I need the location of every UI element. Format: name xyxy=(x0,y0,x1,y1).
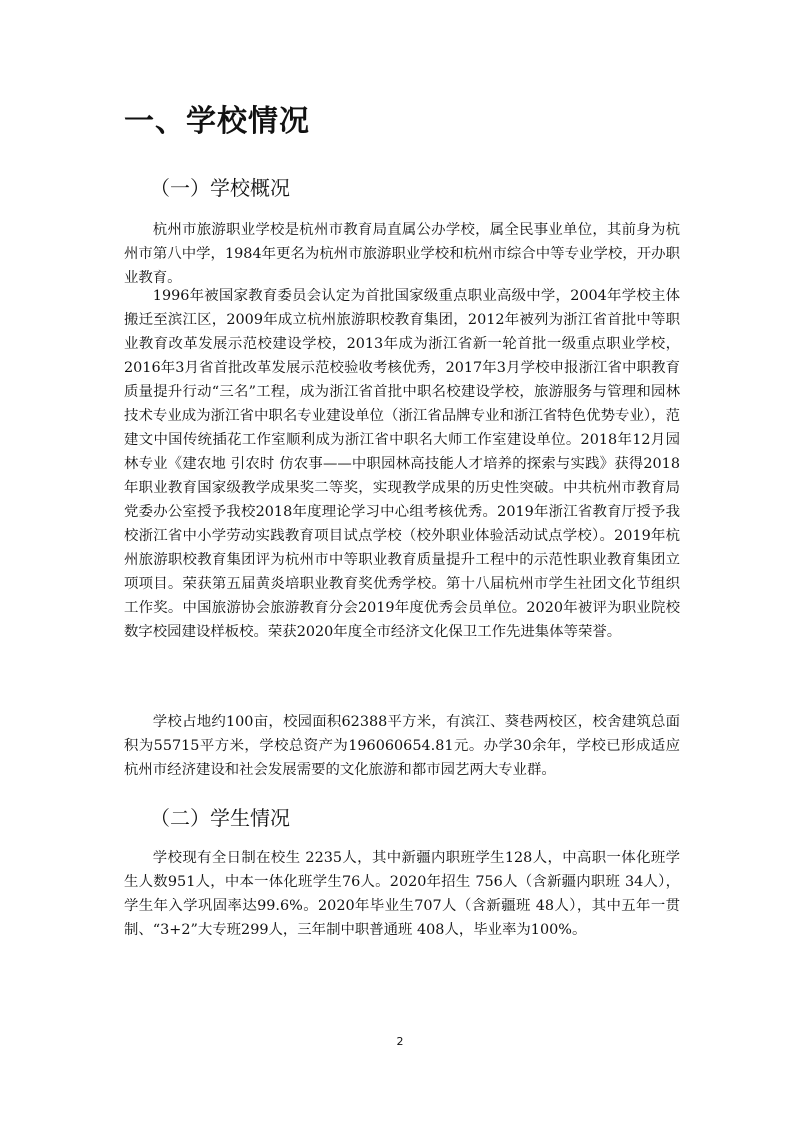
page-number: 2 xyxy=(396,1035,404,1048)
paragraph-school-intro: 杭州市旅游职业学校是杭州市教育局直属公办学校，属全民事业单位，其前身为杭州市第八中学，1984年更名为杭州市旅游职业学校和杭州市综合中等专业学校，开办职业教育。 xyxy=(124,222,680,286)
section-title-school-overview: （一）学校概况 xyxy=(150,176,290,200)
paragraph-school-campus: 学校占地约100亩，校园面积62388平方米，有滨江、葵巷两校区，校舍建筑总面积为55715平方米，学校总资产为196060654.81元。办学30余年，学校已形成适应杭州市经济建设和社会发展需要的文化旅游和都市园艺两大专业群。 xyxy=(124,714,680,778)
section-title-student-status: （二）学生情况 xyxy=(150,806,290,830)
paragraph-school-history: 1996年被国家教育委员会认定为首批国家级重点职业高级中学，2004年学校主体搬迁至滨江区，2009年成立杭州旅游职校教育集团，2012年被列为浙江省首批中等职业教育改革发展示范校建设学校，2013年成为浙江省新一轮首批一级重点职业学校，2016年3月省首批改革发展示范校验收考核优秀，2017年3月学校申报浙江省中职教育质量提升行动“三名”工程，成为浙江省首批中职名校建设学校，旅游服务与管理和园林技术专业成为浙江省中职名专业建设单位（浙江省品牌专业和浙江省特色优势专业），范建文中国传统插花工作室顺利成为浙江省中职名大师工作室建设单位。2018年12月园林专业《建农地 引农时 仿农事——中职园林高技能人才培养的探索与实践》获得2018年职业教育国家级教学成果奖二等奖，实现教学成果的历史性突破。中共杭州市教育局党委办公室授予我校2018年度理论学习中心组考核优秀。2019年浙江省教育厅授予我校浙江省中小学劳动实践教育项目试点学校（校外职业体验活动试点学校）。2019年杭州旅游职校教育集团评为杭州市中等职业教育质量提升工程中的示范性职业教育集团立项项目。荣获第五届黄炎培职业教育奖优秀学校。第十八届杭州市学生社团文化节组织工作奖。中国旅游协会旅游教育分会2019年度优秀会员单位。2020年被评为职业院校数字校园建设样板校。荣获2020年度全市经济文化保卫工作先进集体等荣誉。 xyxy=(124,288,680,640)
chapter-heading: 一、学校情况 xyxy=(124,104,310,139)
paragraph-student-stats: 学校现有全日制在校生 2235人，其中新疆内职班学生128人，中高职一体化班学生人数951人，中本一体化班学生76人。2020年招生 756人（含新疆内职班 34人），学生年入学巩固率达99.6%。2020年毕业生707人（含新疆班 48人），其中五年一贯制、“3+2”大专班299人，三年制中职普通班 408人，毕业率为100%。 xyxy=(124,850,680,938)
